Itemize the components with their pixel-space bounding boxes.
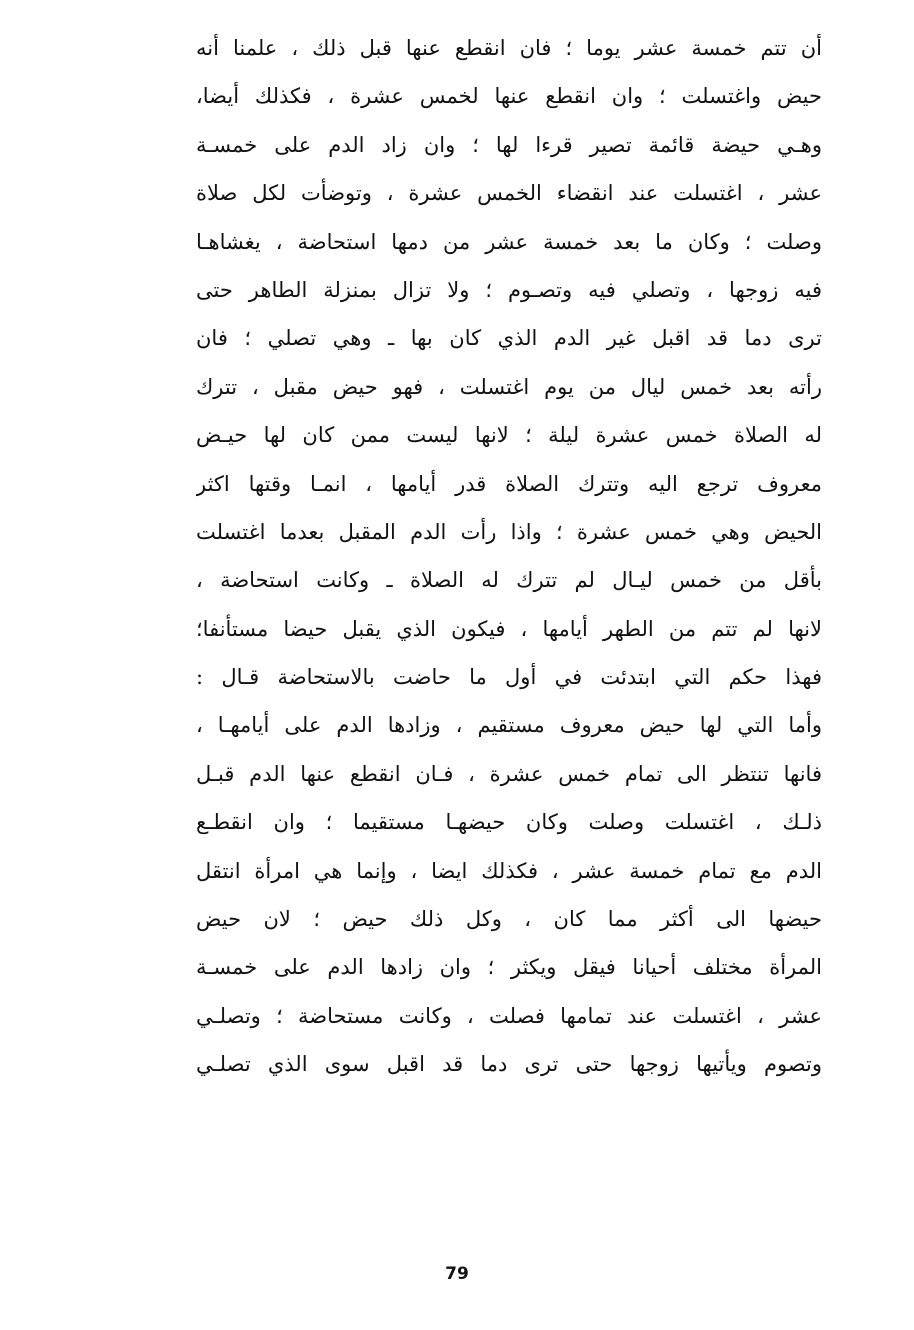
text-line: لانها لم تتم من الطهر أيامها ، فيكون الذي يقبل حيضا مستأنفا؛ <box>196 616 822 641</box>
text-line: وصلت ؛ وكان ما بعد خمسة عشر من دمها استحاضة ، يغشاهـا <box>196 229 822 254</box>
text-line: وتصوم ويأتيها زوجها حتى ترى دما قد اقبل سوى الذي تصلـي <box>196 1052 822 1077</box>
text-line: ترى دما قد اقبل غير الدم الذي كان بها ـ وهي تصلي ؛ فان <box>196 326 822 351</box>
text-line: عشر ، اغتسلت عند تمامها فصلت ، وكانت مستحاضة ؛ وتصلـي <box>196 1003 822 1028</box>
text-line: له الصلاة خمس عشرة ليلة ؛ لانها ليست ممن كان لها حيـض <box>196 423 822 448</box>
text-line: فيه زوجها ، وتصلي فيه وتصـوم ؛ ولا تزال بمنزلة الطاهر حتى <box>196 277 822 302</box>
text-line: حيض واغتسلت ؛ وان انقطع عنها لخمس عشرة ، فكذلك أيضا، <box>196 84 822 109</box>
text-line: ذلـك ، اغتسلت وصلت وكان حيضهـا مستقيما ؛ وان انقطـع <box>196 810 822 835</box>
text-line: حيضها الى أكثر مما كان ، وكل ذلك حيض ؛ لان حيض <box>196 907 822 932</box>
text-line: بأقل من خمس ليـال لم تترك له الصلاة ـ وكانت استحاضة ، <box>196 568 822 593</box>
body-text <box>196 24 822 1089</box>
text-line: عشر ، اغتسلت عند انقضاء الخمس عشرة ، وتوضأت لكل صلاة <box>196 181 822 206</box>
text-line: المرأة مختلف أحيانا فيقل ويكثر ؛ وان زادها الدم على خمسـة <box>196 955 822 980</box>
text-line: أن تتم خمسة عشر يوما ؛ فان انقطع عنها قبل ذلك ، علمنا أنه <box>196 36 822 60</box>
text-line: الدم مع تمام خمسة عشر ، فكذلك ايضا ، وإنما هي امرأة انتقل <box>196 858 822 883</box>
text-line: وأما التي لها حيض معروف مستقيم ، وزادها الدم على أيامهـا ، <box>196 713 822 738</box>
text-line: فانها تنتظر الى تمام خمس عشرة ، فـان انقطع عنها الدم قبـل <box>196 761 822 786</box>
text-line: الحيض وهي خمس عشرة ؛ واذا رأت الدم المقبل بعدما اغتسلت <box>196 519 822 544</box>
page-number: 79 <box>445 1264 469 1284</box>
text-line: رأته بعد خمس ليال من يوم اغتسلت ، فهو حيض مقبل ، تترك <box>196 374 822 399</box>
text-line: فهذا حكم التي ابتدئت في أول ما حاضت بالاستحاضة قـال : <box>196 665 822 690</box>
text-line: معروف ترجع اليه وتترك الصلاة قدر أيامها ، انمـا وقتها اكثر <box>196 471 822 496</box>
text-line: وهـي حيضة قائمة تصير قرءا لها ؛ وان زاد الدم على خمسـة <box>196 132 822 157</box>
